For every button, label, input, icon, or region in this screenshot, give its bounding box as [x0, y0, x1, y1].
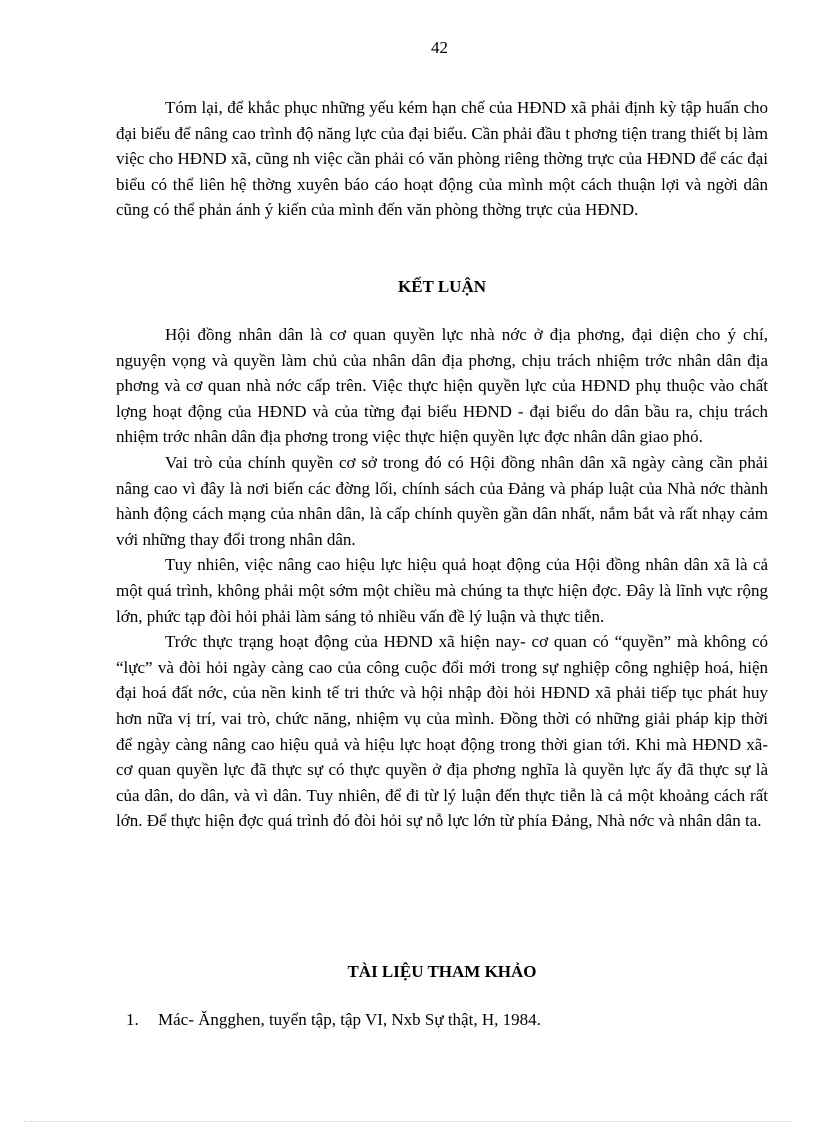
page-number: 42 — [431, 38, 448, 57]
reference-number: 1. — [126, 1010, 139, 1029]
references-list — [126, 1010, 766, 1030]
conclusion-paragraph: Hội đồng nhân dân là cơ quan quyền lực nhà nớc ở địa phơng, đại diện cho ý chí, nguyện vọng và quyền làm chủ của nhân dân địa phơng, chịu trách nhiệm trớc nhân dân địa phơng và cơ quan nhà nớc cấp trên. Việc thực hiện quyền lực của HĐND phụ thuộc vào chất lợng hoạt động của HĐND và của từng đại biểu HĐND - đại biểu do dân bầu ra, chịu trách nhiệm trớc nhân dân địa phơng trong việc thực hiện quyền lực đợc nhân dân giao phó. — [116, 325, 768, 447]
conclusion-paragraph: Tuy nhiên, việc nâng cao hiệu lực hiệu quả hoạt động của Hội đồng nhân dân xã là cả một quá trình, không phải một sớm một chiều mà chúng ta thực hiện đợc. Đây là lĩnh vực rộng lớn, phức tạp đòi hỏi phải làm sáng tỏ nhiều vấn đề lý luận và thực tiễn. — [116, 555, 768, 626]
references-heading: TÀI LIỆU THAM KHẢO — [347, 962, 537, 981]
conclusion-section — [116, 322, 768, 834]
intro-section — [116, 95, 768, 223]
intro-paragraph: Tóm lại, để khắc phục những yếu kém hạn chế của HĐND xã phải định kỳ tập huấn cho đại biểu để nâng cao trình độ năng lực của đại biểu. Cần phải đầu t phơng tiện trang thiết bị làm việc cho HĐND xã, cũng nh việc cần phải có văn phòng riêng thờng trực của HĐND để các đại biểu có thể liên hệ thờng xuyên báo cáo hoạt động của mình một cách thuận lợi và ngời dân cũng có thể phản ánh ý kiến của mình đến văn phòng thờng trực của HĐND. — [116, 98, 768, 220]
conclusion-heading: KẾT LUẬN — [397, 277, 486, 296]
conclusion-paragraph: Vai trò của chính quyền cơ sở trong đó có Hội đồng nhân dân xã ngày càng cần phải nâng cao vì đây là nơi biến các đờng lối, chính sách của Đảng và pháp luật của Nhà nớc thành hành động cách mạng của nhân dân, là cấp chính quyền gần dân nhất, nắm bắt và rất nhạy cảm với những thay đổi trong nhân dân. — [116, 452, 768, 549]
page-bottom-divider — [24, 1121, 792, 1122]
reference-item — [126, 1010, 766, 1030]
reference-text: Mác- Ăngghen, tuyển tập, tập VI, Nxb Sự thật, H, 1984. — [158, 1010, 541, 1029]
conclusion-paragraph: Trớc thực trạng hoạt động của HĐND xã hiện nay- cơ quan có “quyền” mà không có “lực” và đòi hỏi ngày càng cao của công cuộc đổi mới trong sự nghiệp công nghiệp hoá, hiện đại hoá đất nớc, của nền kinh tế tri thức và hội nhập đòi hỏi HĐND xã phải tiếp tục phát huy hơn nữa vị trí, vai trò, chức năng, nhiệm vụ của mình. Đồng thời có những giải pháp kịp thời để ngày càng nâng cao hiệu quả và hiệu lực hoạt động trong thời gian tới. Khi mà HĐND xã- cơ quan quyền lực đã thực sự có thực quyền ở địa phơng nghĩa là quyền lực ấy đã thực sự là của dân, do dân, và vì dân. Tuy nhiên, để đi từ lý luận đến thực tiễn là cả một khoảng cách rất lớn. Để thực hiện đợc quá trình đó đòi hỏi sự nỗ lực lớn từ phía Đảng, Nhà nớc và nhân dân ta. — [116, 632, 768, 831]
